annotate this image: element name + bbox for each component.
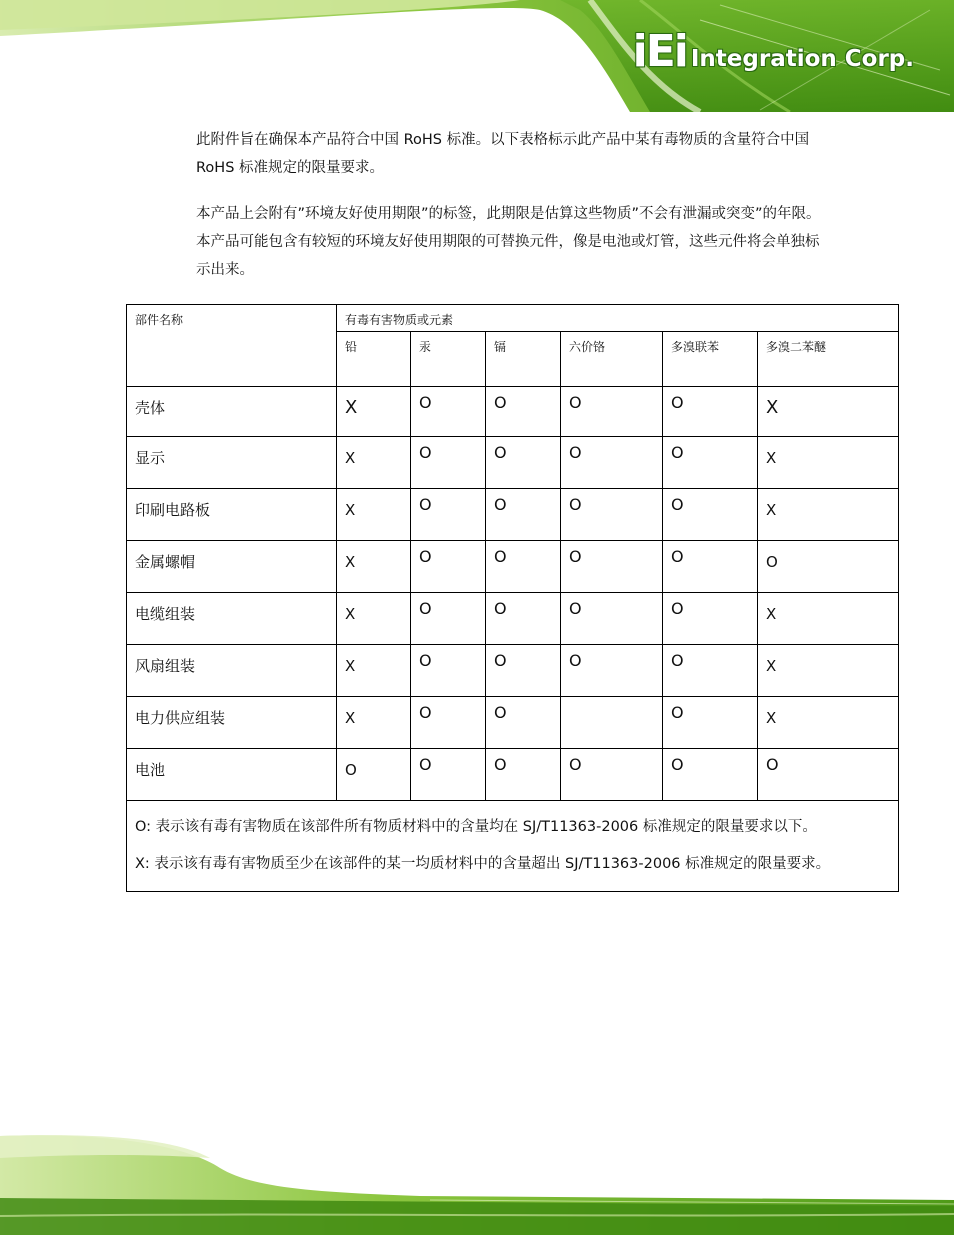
cadmium-value: O	[486, 489, 561, 541]
pbde-value: X	[758, 387, 899, 437]
mercury-value: O	[411, 489, 486, 541]
lead-value: X	[337, 387, 411, 437]
part-name: 电池	[127, 749, 337, 801]
cadmium-value: O	[486, 749, 561, 801]
mercury-value: O	[411, 697, 486, 749]
column-header-mercury: 汞	[411, 332, 486, 387]
footer-banner	[0, 1128, 954, 1235]
cadmium-value: O	[486, 697, 561, 749]
cadmium-value: O	[486, 645, 561, 697]
table-notes	[127, 801, 899, 892]
rohs-substance-table	[126, 304, 899, 892]
cadmium-value: O	[486, 541, 561, 593]
pbde-value: O	[758, 749, 899, 801]
part-name: 风扇组装	[127, 645, 337, 697]
lead-value: X	[337, 489, 411, 541]
pbb-value: O	[663, 697, 758, 749]
table-row	[127, 387, 899, 437]
mercury-value: O	[411, 593, 486, 645]
part-name: 壳体	[127, 387, 337, 437]
chromium-value: O	[561, 489, 663, 541]
part-name: 金属螺帽	[127, 541, 337, 593]
pbb-value: O	[663, 645, 758, 697]
lead-value: X	[337, 541, 411, 593]
column-header-pbde: 多溴二苯醚	[758, 332, 899, 387]
pbde-value: O	[758, 541, 899, 593]
table-row	[127, 749, 899, 801]
table-row	[127, 593, 899, 645]
pbde-value: X	[758, 489, 899, 541]
part-name: 显示	[127, 437, 337, 489]
pbb-value: O	[663, 541, 758, 593]
pbde-value: X	[758, 437, 899, 489]
pbb-value: O	[663, 593, 758, 645]
company-logo	[632, 26, 914, 77]
note-o: O: 表示该有毒有害物质在该部件所有物质材料中的含量均在 SJ/T11363-2006 标准规定的限量要求以下。	[135, 819, 817, 835]
table-notes-row	[127, 801, 899, 892]
intro-paragraph-1: 此附件旨在确保本产品符合中国 RoHS 标准。以下表格标示此产品中某有毒物质的含量符合中国 RoHS 标准规定的限量要求。	[196, 132, 810, 176]
chromium-value: O	[561, 437, 663, 489]
column-header-pbb: 多溴联苯	[663, 332, 758, 387]
lead-value: X	[337, 593, 411, 645]
mercury-value: O	[411, 387, 486, 437]
pbb-value: O	[663, 437, 758, 489]
chromium-value: O	[561, 541, 663, 593]
cadmium-value: O	[486, 437, 561, 489]
part-name: 印刷电路板	[127, 489, 337, 541]
pbb-value: O	[663, 387, 758, 437]
chromium-value: O	[561, 387, 663, 437]
table-row	[127, 697, 899, 749]
mercury-value: O	[411, 749, 486, 801]
chromium-value: O	[561, 593, 663, 645]
part-name: 电力供应组装	[127, 697, 337, 749]
lead-value: X	[337, 697, 411, 749]
chromium-value: O	[561, 645, 663, 697]
pbde-value: X	[758, 593, 899, 645]
cadmium-value: O	[486, 387, 561, 437]
logo-mark: iEi	[632, 26, 687, 77]
chromium-value: O	[561, 749, 663, 801]
mercury-value: O	[411, 437, 486, 489]
substances-header: 有毒有害物质或元素	[337, 305, 899, 332]
cadmium-value: O	[486, 593, 561, 645]
pbde-value: X	[758, 697, 899, 749]
lead-value: X	[337, 437, 411, 489]
column-header-lead: 铅	[337, 332, 411, 387]
table-row	[127, 541, 899, 593]
pbb-value: O	[663, 749, 758, 801]
lead-value: X	[337, 645, 411, 697]
lead-value: O	[337, 749, 411, 801]
intro-paragraph-2: 本产品上会附有”环境友好使用期限”的标签，此期限是估算这些物质”不会有泄漏或突变”的年限。本产品可能包含有较短的环境友好使用期限的可替换元件，像是电池或灯管，这些元件将会单独标示出来。	[196, 206, 821, 278]
chromium-value	[561, 697, 663, 749]
table-row	[127, 437, 899, 489]
pbde-value: X	[758, 645, 899, 697]
column-header-hexavalent-chromium: 六价铬	[561, 332, 663, 387]
table-row	[127, 489, 899, 541]
table-row	[127, 645, 899, 697]
part-name-header: 部件名称	[127, 305, 337, 387]
pbb-value: O	[663, 489, 758, 541]
mercury-value: O	[411, 645, 486, 697]
column-header-cadmium: 镉	[486, 332, 561, 387]
note-x: X: 表示该有毒有害物质至少在该部件的某一均质材料中的含量超出 SJ/T11363-2006 标准规定的限量要求。	[135, 856, 831, 872]
mercury-value: O	[411, 541, 486, 593]
logo-text: Integration Corp.	[690, 46, 914, 72]
part-name: 电缆组装	[127, 593, 337, 645]
